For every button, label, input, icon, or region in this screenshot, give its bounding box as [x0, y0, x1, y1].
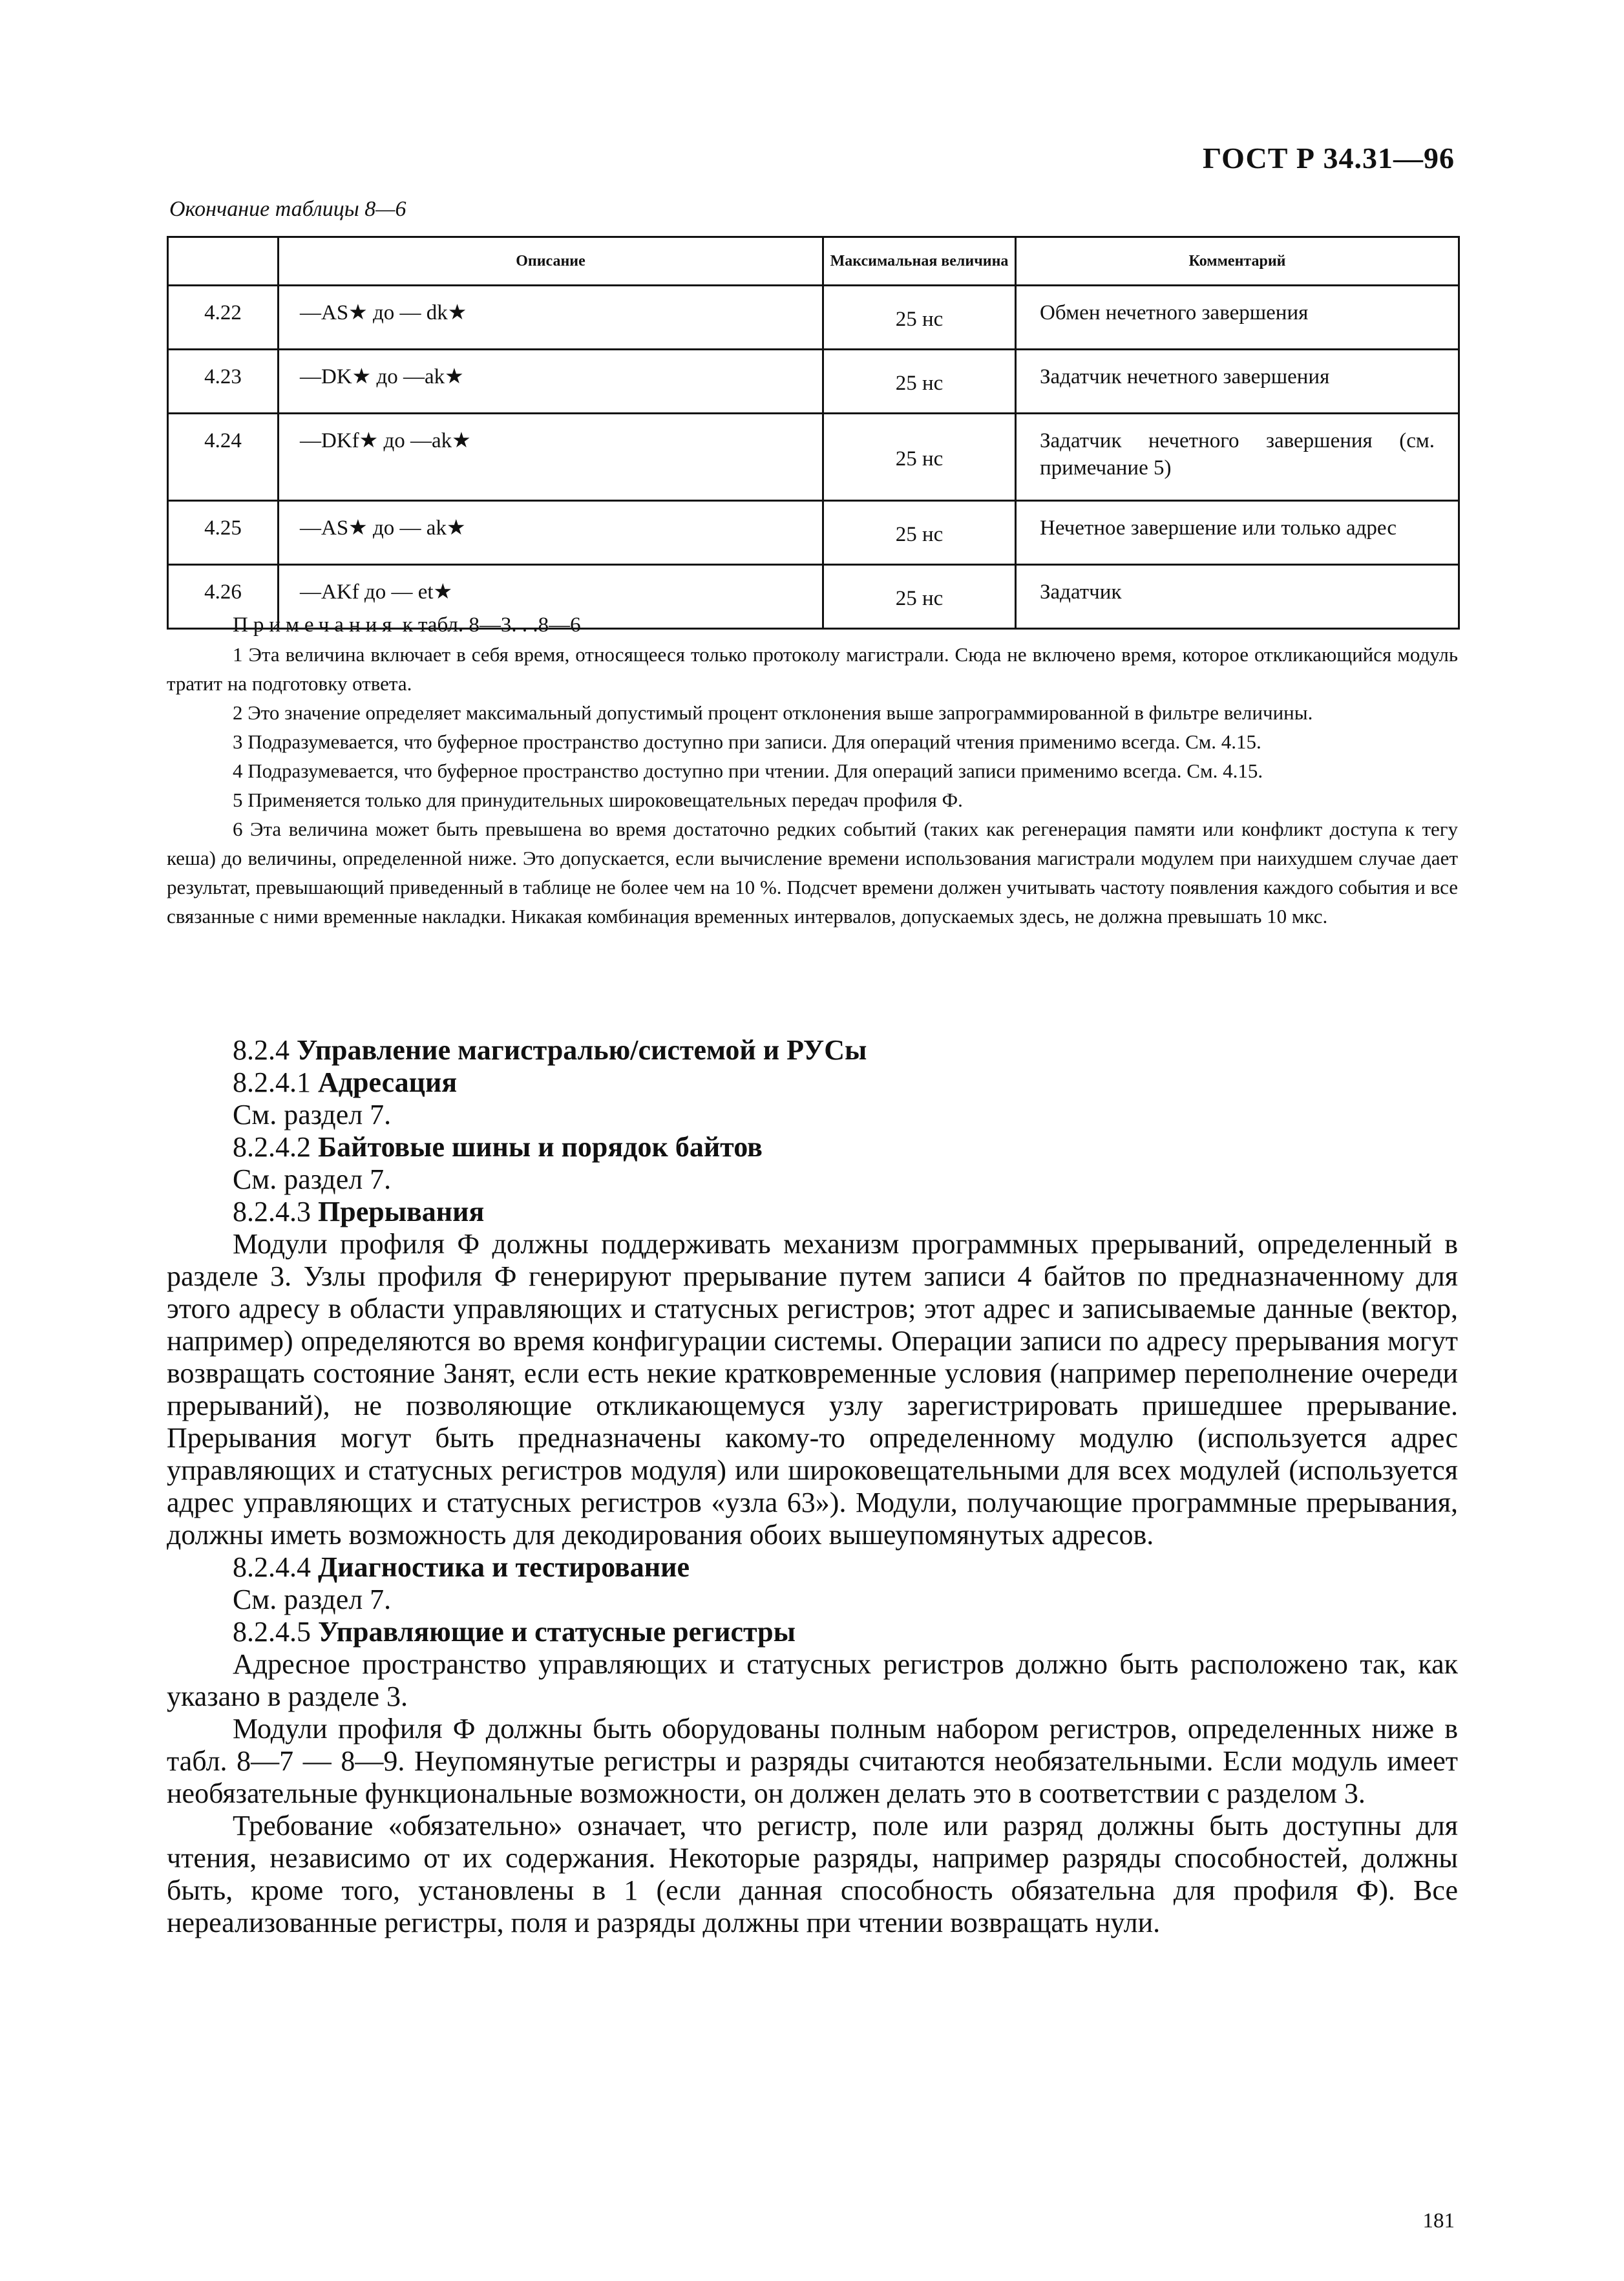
- note-item: 4 Подразумевается, что буферное пространство доступно при чтении. Для операций записи применимо всегда. См. 4.15.: [233, 759, 1263, 782]
- row-comment: Задатчик: [1016, 565, 1459, 629]
- section-number: 8.2.4.5: [233, 1616, 311, 1648]
- table-caption: Окончание таблицы 8—6: [169, 197, 406, 221]
- section-number: 8.2.4: [233, 1034, 290, 1066]
- row-comment: Нечетное завершение или только адрес: [1016, 501, 1459, 565]
- header-max-value: Максимальная величина: [823, 237, 1016, 286]
- section-heading-8-2-4-4: [167, 1551, 1458, 1584]
- section-title: Прерывания: [318, 1196, 485, 1227]
- section-title: Управление магистралью/системой и РУСы: [297, 1034, 867, 1066]
- row-max-value: 25 нс: [823, 350, 1016, 414]
- header-comment: Комментарий: [1016, 237, 1459, 286]
- section-text: См. раздел 7.: [233, 1099, 392, 1130]
- row-comment: Обмен нечетного завершения: [1016, 286, 1459, 350]
- section-paragraph: Модули профиля Ф должны быть оборудованы полным набором регистров, определенных ниже в табл. 8—7 — 8—9. Неупомянутые регистры и разряды считаются необязательными. Если модуль имеет необязательные функциональные возможности, он должен делать это в соответствии с разделом 3.: [167, 1713, 1458, 1809]
- document-header-title: ГОСТ Р 34.31—96: [1203, 142, 1455, 175]
- row-description: —AKf до — et★: [279, 565, 823, 629]
- section-heading-8-2-4-5: [167, 1616, 1458, 1648]
- section-number: 8.2.4.2: [233, 1131, 311, 1163]
- row-description: —DK★ до —ak★: [279, 350, 823, 414]
- notes-title-ref: к табл. 8—3. . .8—6: [397, 613, 581, 637]
- section-heading-8-2-4-2: [167, 1131, 1458, 1163]
- note-item: 6 Эта величина может быть превышена во время достаточно редких событий (таких как регенерация памяти или конфликт доступа к тегу кеша) до величины, определенной ниже. Это допускается, если вычисление времени использования магистрали модулем при наихудшем случае дает результат, превышающий приведенный в таблице не более чем на 10 %. Подсчет времени должен учитывать частоту появления каждого события и все связанные с ними временные накладки. Никакая комбинация временных интервалов, допускаемых здесь, не должна превышать 10 мкс.: [167, 818, 1458, 928]
- row-max-value: 25 нс: [823, 414, 1016, 501]
- section-paragraph: Модули профиля Ф должны поддерживать механизм программных прерываний, определенный в разделе 3. Узлы профиля Ф генерируют прерывание путем записи 4 байтов по предназначенному для этого адресу в области управляющих и статусных регистров; этот адрес и записываемые данные (вектор, например) определяются во время конфигурации системы. Операции записи по адресу прерывания могут возвращать состояние Занят, если есть некие кратковременные условия (например переполнение очереди прерываний), не позволяющие откликающемуся узлу зарегистрировать пришедшее прерывание. Прерывания могут быть предназначены какому-то определенному модулю (используется адрес управляющих и статусных регистров модуля) или широковещательными для всех модулей (используется адрес управляющих и статусных регистров «узла 63»). Модули, получающие программные прерывания, должны иметь возможность для декодирования обоих вышеупомянутых адресов.: [167, 1228, 1458, 1551]
- section-title: Адресация: [318, 1066, 458, 1098]
- row-description: —AS★ до — ak★: [279, 501, 823, 565]
- section-text: См. раздел 7.: [233, 1163, 392, 1195]
- table-header-row: [168, 237, 1459, 286]
- table-row: [168, 286, 1459, 350]
- section-title: Байтовые шины и порядок байтов: [318, 1131, 763, 1163]
- table-row: [168, 350, 1459, 414]
- row-number: 4.22: [168, 286, 279, 350]
- notes-block: [167, 611, 1458, 931]
- timing-table: [167, 236, 1460, 630]
- header-description: Описание: [279, 237, 823, 286]
- row-number: 4.26: [168, 565, 279, 629]
- row-comment: Задатчик нечетного завершения: [1016, 350, 1459, 414]
- section-title: Управляющие и статусные регистры: [318, 1616, 796, 1648]
- section-heading-8-2-4-1: [167, 1066, 1458, 1099]
- section-paragraph: Требование «обязательно» означает, что регистр, поле или разряд должны быть доступны для чтения, независимо от их содержания. Некоторые разряды, например разряды способностей, должны быть, кроме того, установлены в 1 (если данная способность обязательна для профиля Ф). Все нереализованные регистры, поля и разряды должны при чтении возвращать нули.: [167, 1810, 1458, 1938]
- table-row: [168, 501, 1459, 565]
- main-text: [167, 1034, 1458, 1939]
- row-description: —DKf★ до —ak★: [279, 414, 823, 501]
- row-max-value: 25 нс: [823, 286, 1016, 350]
- section-heading-8-2-4: [167, 1034, 1458, 1066]
- section-number: 8.2.4.3: [233, 1196, 311, 1227]
- note-item: 3 Подразумевается, что буферное пространство доступно при записи. Для операций чтения применимо всегда. См. 4.15.: [233, 730, 1261, 753]
- row-max-value: 25 нс: [823, 565, 1016, 629]
- row-max-value: 25 нс: [823, 501, 1016, 565]
- row-number: 4.24: [168, 414, 279, 501]
- page-number: 181: [1422, 2209, 1455, 2233]
- section-text: См. раздел 7.: [233, 1584, 392, 1615]
- section-heading-8-2-4-3: [167, 1196, 1458, 1228]
- section-number: 8.2.4.4: [233, 1551, 311, 1583]
- row-number: 4.23: [168, 350, 279, 414]
- row-description: —AS★ до — dk★: [279, 286, 823, 350]
- note-item: 1 Эта величина включает в себя время, относящееся только протоколу магистрали. Сюда не включено время, которое откликающийся модуль тратит на подготовку ответа.: [167, 643, 1458, 695]
- table-row: [168, 414, 1459, 501]
- section-number: 8.2.4.1: [233, 1066, 311, 1098]
- notes-title: [167, 611, 1458, 640]
- notes-title-word: Примечания: [233, 613, 397, 637]
- row-comment: Задатчик нечетного завершения (см. примечание 5): [1016, 414, 1459, 501]
- note-item: 2 Это значение определяет максимальный допустимый процент отклонения выше запрограммированной в фильтре величины.: [233, 701, 1313, 724]
- section-title: Диагностика и тестирование: [318, 1551, 690, 1583]
- note-item: 5 Применяется только для принудительных широковещательных передач профиля Ф.: [233, 789, 963, 811]
- row-number: 4.25: [168, 501, 279, 565]
- header-num-cell: [168, 237, 279, 286]
- section-paragraph: Адресное пространство управляющих и статусных регистров должно быть расположено так, как указано в разделе 3.: [167, 1648, 1458, 1712]
